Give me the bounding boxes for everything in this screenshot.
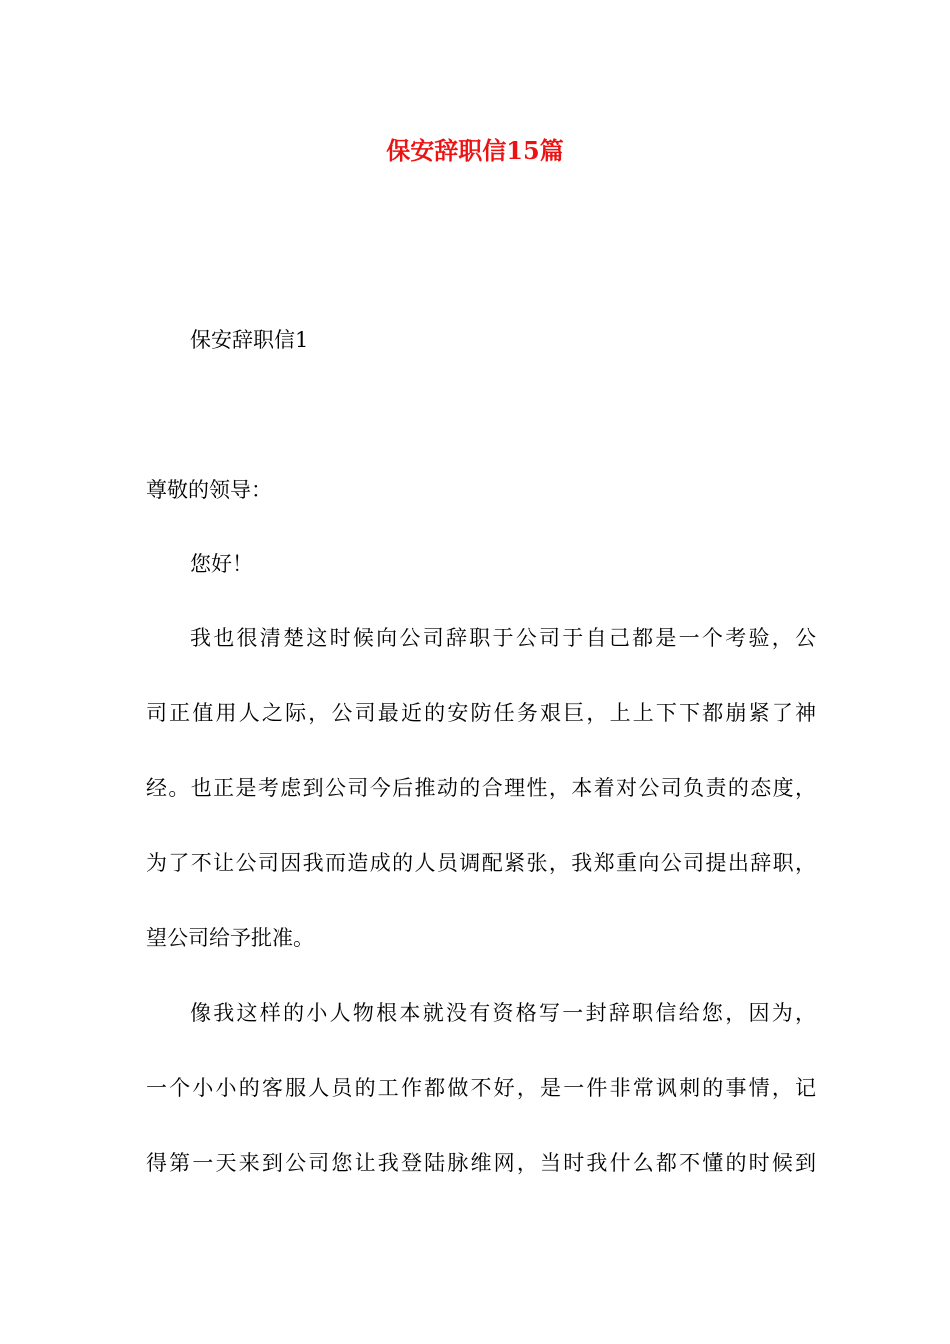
- paragraph-1-line-1: 我也很清楚这时候向公司辞职于公司于自己都是一个考验，公: [190, 626, 816, 650]
- paragraph-2-line-1: 像我这样的小人物根本就没有资格写一封辞职信给您，因为，: [190, 1001, 816, 1025]
- document-title: 保安辞职信15篇: [386, 136, 564, 165]
- paragraph-1-line-5: 望公司给予批准。: [146, 926, 314, 950]
- greeting: 您好！: [190, 552, 253, 576]
- paragraph-2-line-2: 一个小小的客服人员的工作都做不好，是一件非常讽刺的事情，记: [146, 1076, 816, 1100]
- section-heading: 保安辞职信1: [190, 328, 309, 352]
- paragraph-2-line-3: 得第一天来到公司您让我登陆脉维网，当时我什么都不懂的时候到: [146, 1151, 816, 1175]
- paragraph-1-line-4: 为了不让公司因我而造成的人员调配紧张，我郑重向公司提出辞职，: [146, 851, 816, 875]
- paragraph-1-line-3: 经。也正是考虑到公司今后推动的合理性，本着对公司负责的态度，: [146, 776, 816, 800]
- paragraph-1-line-2: 司正值用人之际，公司最近的安防任务艰巨，上上下下都崩紧了神: [146, 701, 816, 725]
- salutation: 尊敬的领导：: [146, 478, 272, 502]
